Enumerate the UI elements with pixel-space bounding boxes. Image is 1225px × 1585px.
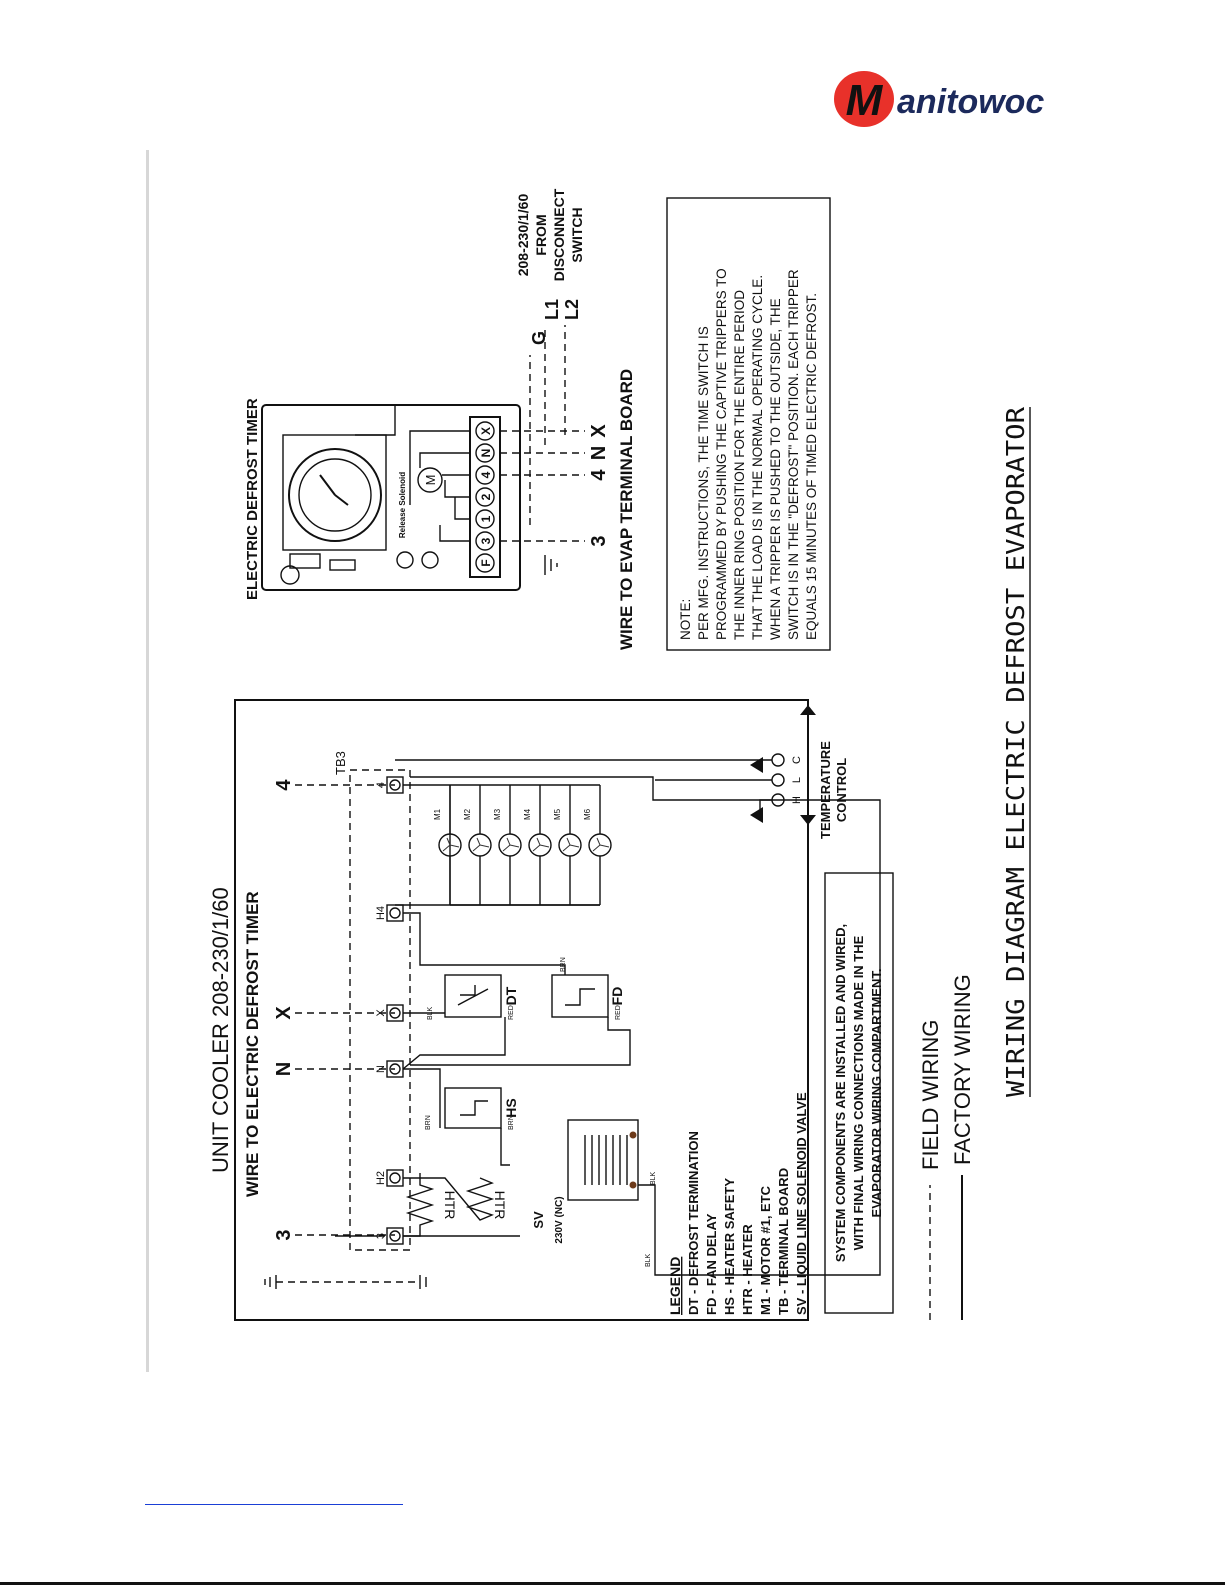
- timer-title: ELECTRIC DEFROST TIMER: [244, 398, 261, 600]
- timer-term-X-label: X: [479, 426, 493, 436]
- timer-term-F-label: F: [479, 559, 493, 567]
- timer-knob-3: [281, 566, 299, 584]
- note-line-6: WHEN A TRIPPER IS PUSHED TO THE OUTSIDE, THE: [768, 298, 783, 640]
- motor-m6-label: M6: [583, 808, 592, 820]
- timer-term-2-label: 2: [479, 493, 493, 501]
- motor-bus-left: [450, 856, 600, 905]
- timer-term-1-label: 1: [479, 515, 493, 523]
- legend-item-7: SV - LIQUID LINE SOLENOID VALVE: [794, 1092, 809, 1315]
- timer-term-4-label: 4: [479, 471, 493, 479]
- factory-wire-fd-return: [410, 1017, 630, 1065]
- tb-point-H4-label: H4: [375, 905, 387, 921]
- note-line-5: THAT THE LOAD IS IN THE NORMAL OPERATING CYCLE.: [750, 274, 765, 640]
- fd-wire-brn: BRN: [560, 957, 567, 972]
- motor-m1-fan-icon: [443, 838, 459, 851]
- motor-m2-fan-icon: [473, 838, 489, 851]
- legend-item-2: FD - FAN DELAY: [704, 1213, 719, 1315]
- field-terminal-3: 3: [273, 1229, 295, 1241]
- legend-item-5: M1 - MOTOR #1, ETC: [758, 1185, 773, 1315]
- temp-arrow-bottom: [800, 815, 816, 825]
- motor-m5-label: M5: [553, 808, 562, 820]
- motor-m5-fan-icon: [563, 838, 579, 851]
- motor-m2-label: M2: [463, 808, 472, 820]
- temp-screw-c: [772, 754, 784, 766]
- temp-label-1: TEMPERATURE: [818, 741, 833, 839]
- heater-1-label: HTR: [442, 1190, 458, 1220]
- temp-arrow-h: [750, 807, 763, 823]
- factory-wire-h4-fd: [403, 913, 565, 975]
- fd-label: FD: [609, 986, 625, 1006]
- ground-symbol-right: [420, 1275, 426, 1289]
- disconnect-line-3: DISCONNECT: [551, 188, 567, 282]
- legend-item-3: HS - HEATER SAFETY: [722, 1178, 737, 1315]
- evap-terminal-3: 3: [588, 535, 610, 547]
- timer-release-solenoid-label: Release Solenoid: [398, 471, 407, 539]
- unit-cooler-title: UNIT COOLER 208-230/1/60: [208, 887, 233, 1173]
- dt-switch-box: [445, 975, 501, 1017]
- sv-spec: 230V (NC): [554, 1196, 565, 1244]
- hs-wire-brn-2: BRN: [508, 1115, 515, 1130]
- timer-terminals: [476, 422, 494, 572]
- dt-wire-blk: BLK: [427, 1006, 434, 1020]
- tb-point-N-label: N: [375, 1065, 387, 1073]
- temp-screw-l: [772, 774, 784, 786]
- supply-l2-label: L2: [562, 298, 582, 320]
- note-line-4: THE INNER RING POSITION FOR THE ENTIRE PERIOD: [732, 289, 747, 640]
- temp-term-l: L: [791, 776, 803, 784]
- factory-wire-n-bus: [403, 1017, 510, 1165]
- legend-title: LEGEND: [667, 1256, 683, 1315]
- fan-motors: [433, 785, 611, 905]
- legend-item-6: TB - TERMINAL BOARD: [776, 1167, 791, 1315]
- timer-term-3-label: 3: [479, 537, 493, 545]
- hs-switch-box: [445, 1088, 501, 1128]
- tb-point-X-label: X: [375, 1009, 387, 1017]
- field-terminal-X: X: [273, 1006, 295, 1020]
- temp-term-c: C: [791, 756, 803, 764]
- hs-label: HS: [503, 1098, 519, 1118]
- timer-clock-hands: [320, 475, 348, 505]
- supply-g-label: G: [529, 330, 549, 345]
- timer-knob-1: [397, 552, 413, 568]
- motor-m3-label: M3: [493, 808, 502, 820]
- system-note-line-1: SYSTEM COMPONENTS ARE INSTALLED AND WIRED,: [833, 923, 848, 1263]
- note-line-1: NOTE:: [678, 598, 693, 640]
- system-note-line-2: WITH FINAL WIRING CONNECTIONS MADE IN THE: [851, 935, 866, 1251]
- note-line-2: PER MFG. INSTRUCTIONS, THE TIME SWITCH IS: [696, 326, 711, 640]
- fd-wire-red: RED: [615, 1005, 622, 1020]
- tb-point-H2-screw: [390, 1173, 400, 1183]
- motor-m6-fan-icon: [593, 838, 609, 851]
- temp-wires: [395, 760, 772, 815]
- heater-2-label: HTR: [492, 1190, 508, 1220]
- dt-label: DT: [503, 986, 519, 1006]
- ground-symbol-left: [265, 1275, 276, 1289]
- legend-item-4: HTR - HEATER: [740, 1224, 755, 1315]
- sv-wire-blk-2: BLK: [650, 1171, 657, 1185]
- sv-label: SV: [531, 1211, 546, 1229]
- motor-m4-label: M4: [523, 808, 532, 820]
- tb-point-4-label: 4: [375, 781, 387, 789]
- supply-l1-label: L1: [542, 298, 562, 320]
- evap-terminal-N: N: [588, 445, 610, 461]
- timer-bracket: [290, 554, 320, 568]
- sv-wire-blk-1: BLK: [645, 1253, 652, 1267]
- tb-point-3-label: 3: [375, 1232, 387, 1240]
- dt-wire-red: RED: [508, 1005, 515, 1020]
- temp-arrow-top: [800, 705, 816, 715]
- sv-coil: [585, 1132, 637, 1189]
- disconnect-line-1: 208-230/1/60: [515, 193, 531, 277]
- tb-points: [375, 777, 403, 1244]
- tb3-label: TB3: [333, 751, 348, 775]
- dt-contact: [458, 985, 488, 1005]
- field-terminal-N: N: [273, 1061, 295, 1077]
- note-line-8: EQUALS 15 MINUTES OF TIMED ELECTRIC DEFROST.: [804, 292, 819, 640]
- timer-motor-label: M: [423, 474, 438, 486]
- motor-m3-fan-icon: [503, 838, 519, 851]
- timer-housing-notch: [355, 405, 395, 435]
- unit-cooler-subtitle: WIRE TO ELECTRIC DEFROST TIMER: [243, 891, 262, 1197]
- note-line-3: PROGRAMMED BY PUSHING THE CAPTIVE TRIPPERS TO: [714, 268, 729, 640]
- timer-ground-symbol: [545, 555, 557, 575]
- note-line-7: SWITCH IS IN THE "DEFROST" POSITION. EACH TRIPPER: [786, 269, 801, 640]
- tb-point-H2-label: H2: [375, 1170, 387, 1186]
- tb-point-H4-screw: [390, 908, 400, 918]
- fd-contact: [565, 989, 595, 1005]
- field-wiring-key-label: FIELD WIRING: [918, 1019, 943, 1170]
- heater-1: [403, 1173, 458, 1236]
- factory-wiring-key-label: FACTORY WIRING: [950, 974, 975, 1165]
- legend-item-1: DT - DEFROST TERMINATION: [686, 1131, 701, 1315]
- logo-wordmark: anitowoc: [897, 83, 1045, 121]
- diagram-title: WIRING DIAGRAM ELECTRIC DEFROST EVAPORATOR: [1001, 464, 1030, 1097]
- system-note-line-3: EVAPORATOR WIRING COMPARTMENT.: [869, 968, 884, 1218]
- hs-wire-brn-1: BRN: [425, 1115, 432, 1130]
- factory-wire-sv: [410, 777, 880, 1275]
- footer-link-underline[interactable]: [145, 1504, 403, 1505]
- disconnect-line-2: FROM: [533, 214, 549, 256]
- motor-m1-label: M1: [433, 808, 442, 820]
- evap-terminal-X: X: [588, 424, 610, 438]
- logo-initial: M: [845, 76, 883, 125]
- evap-terminal-4: 4: [588, 469, 610, 481]
- timer-plug: [330, 560, 355, 570]
- temp-label-2: CONTROL: [834, 757, 849, 823]
- field-terminal-4: 4: [273, 779, 295, 791]
- temp-term-h: H: [791, 796, 803, 804]
- evap-board-label: WIRE TO EVAP TERMINAL BOARD: [617, 368, 636, 650]
- motor-m4-fan-icon: [533, 838, 549, 851]
- tb-point-3-screw: [390, 1231, 400, 1241]
- hs-contact: [460, 1101, 488, 1115]
- disconnect-line-4: SWITCH: [569, 207, 585, 263]
- timer-term-N-label: N: [479, 448, 493, 458]
- legend: [667, 1092, 809, 1315]
- timer-knob-2: [422, 552, 438, 568]
